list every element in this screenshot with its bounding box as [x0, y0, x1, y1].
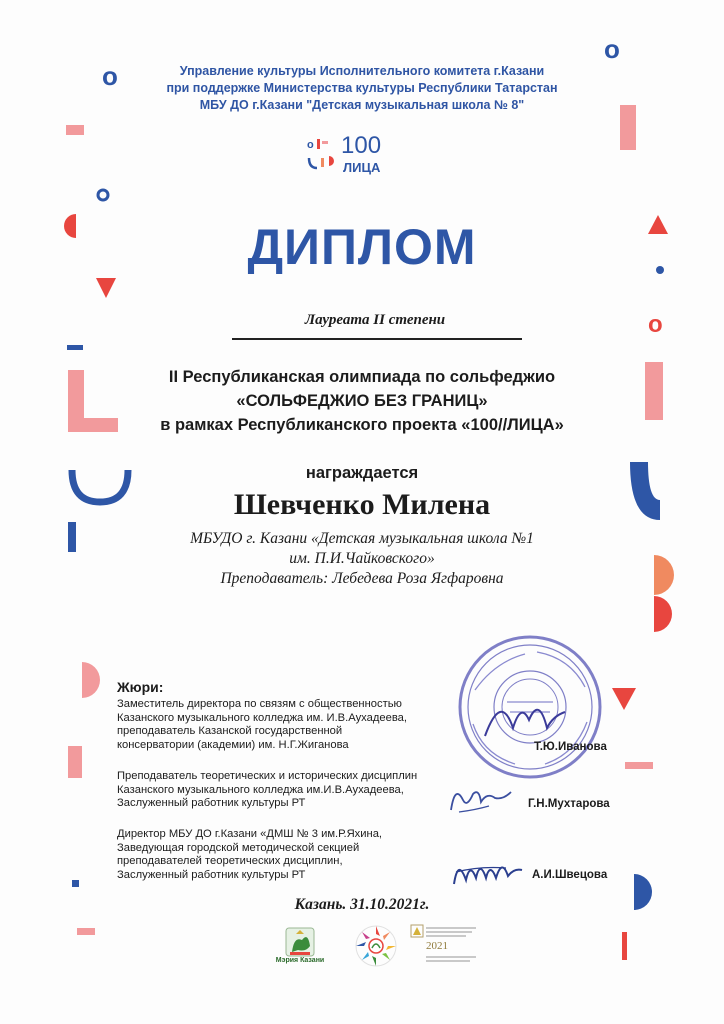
year-logo-mark-icon [410, 924, 424, 938]
logo-number: 100 [341, 132, 382, 159]
deco-bar-left [66, 125, 84, 135]
signature-3 [450, 852, 526, 892]
jury-member-3-line: Заслуженный работник культуры РТ [117, 868, 306, 881]
olympiad-line-3: в рамках Республиканского проекта «100//ЛИЦА» [160, 416, 564, 434]
institution-line-1: МБУДО г. Казани «Детская музыкальная школа №1 [190, 530, 534, 547]
official-stamp [455, 632, 605, 782]
jury-member-2-line: Заслуженный работник культуры РТ [117, 797, 306, 810]
deco-o-right: o [648, 311, 663, 338]
signature-2 [445, 780, 515, 816]
jury-heading: Жюри: [117, 679, 164, 695]
header-line-3: МБУ ДО г.Казани "Детская музыкальная школа № 8" [199, 98, 525, 112]
deco-halfcircle-pink-left [82, 662, 100, 698]
jury-member-2 [117, 770, 417, 811]
jury-member-3 [117, 828, 382, 882]
deco-square-left [72, 880, 79, 887]
kazan-crest-icon [272, 926, 328, 958]
deco-bar-pink-left-low [68, 746, 82, 778]
jury-member-1-line: Казанского музыкального колледжа им. И.В.Аухадеева, [117, 711, 407, 724]
year-logo-caption [426, 954, 480, 964]
recipient-name: Шевченко Милена [233, 488, 491, 521]
awarded-label: награждается [305, 464, 419, 482]
olympiad-line-2: «СОЛЬФЕДЖИО БЕЗ ГРАНИЦ» [236, 392, 488, 410]
olympiad-line-1: II Республиканская олимпиада по сольфеджио [168, 368, 556, 386]
year-logo-small-text [426, 925, 480, 939]
deco-ring-left [98, 190, 108, 200]
jury-member-3-line: Директор МБУ ДО г.Казани «ДМШ № 3 им.Р.Яхина, [117, 828, 383, 840]
jury-member-1-line: консерватории (академии) им. Н.Г.Жиганова [117, 738, 349, 751]
header-line-2: при поддержке Министерства культуры Республики Татарстан [166, 81, 558, 95]
deco-dash-pink-left [77, 928, 95, 935]
deco-o-right-top: o [604, 34, 620, 64]
project-logo [303, 130, 423, 180]
jury-member-3-line: преподавателей теоретических дисциплин, [117, 855, 343, 868]
jury-member-2-line: Казанского музыкального колледжа им.И.В.Аухадеева, [117, 783, 404, 796]
svg-text:o: o [307, 139, 314, 151]
year-culture-logo [410, 924, 480, 970]
deco-dash-left [67, 345, 83, 350]
jury-member-1-line: преподаватель Казанской государственной [117, 725, 343, 738]
deco-o-left-top: o [102, 61, 118, 91]
logo-mark-icon [307, 136, 343, 170]
festival-emblem-icon [352, 922, 400, 970]
deco-dash-right [625, 762, 653, 769]
deco-triangle-right-2 [612, 688, 636, 710]
header-line-1: Управление культуры Исполнительного комитета г.Казани [179, 64, 545, 78]
diploma-title: ДИПЛОМ [247, 219, 477, 275]
signature-name-1: Т.Ю.Иванова [534, 741, 607, 753]
deco-bar-red-right [622, 932, 627, 960]
logo-word: ЛИЦА [343, 160, 381, 175]
city-date: Казань. 31.10.2021г. [294, 896, 430, 913]
jury-member-1 [117, 698, 407, 752]
jury-member-1-line: Заместитель директора по связям с общественностью [117, 698, 402, 710]
degree-underline [232, 338, 522, 340]
jury-member-3-line: Заведующая городской методической секцией [117, 841, 360, 854]
deco-triangle-left [96, 278, 116, 298]
institution-line-2: им. П.И.Чайковского» [289, 550, 435, 567]
signature-name-2: Г.Н.Мухтарова [528, 798, 610, 810]
jury-member-2-line: Преподаватель теоретических и исторических дисциплин [117, 770, 418, 782]
signature-name-3: А.И.Швецова [532, 869, 608, 881]
mayor-logo [272, 926, 328, 968]
teacher-line: Преподаватель: Лебедева Роза Ягфаровна [220, 570, 504, 587]
mayor-label: Мэрия Казани [275, 957, 325, 964]
deco-halfcircle-red-right [654, 596, 672, 632]
year-label: 2021 [426, 940, 448, 952]
degree-text: Лауреата II степени [304, 312, 446, 328]
